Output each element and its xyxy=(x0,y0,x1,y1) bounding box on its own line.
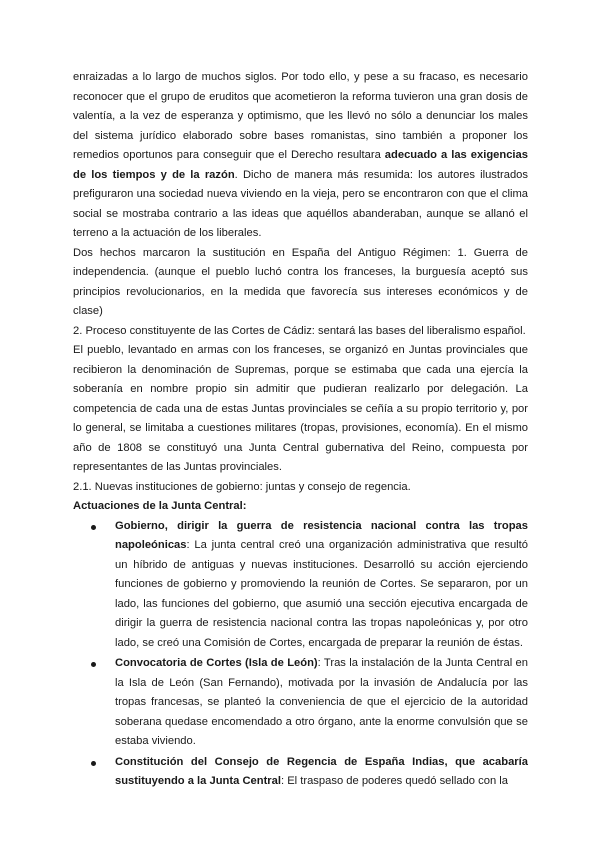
section-title-new-institutions: 2.1. Nuevas instituciones de gobierno: juntas y consejo de regencia. xyxy=(73,480,411,493)
bold-phrase: adecuado a las exigencias de los tiempos y de la razón xyxy=(73,149,528,181)
list-item-bold: Constitución del Consejo de Regencia de España Indias, que acabaría sustituyendo a la Junta Central xyxy=(115,755,528,787)
list-item-bold: Convocatoria de Cortes (Isla de León) xyxy=(115,657,318,669)
list-item-regency-council xyxy=(115,753,528,792)
list-item-bold: Gobierno, dirigir la guerra de resistencia nacional contra las tropas napoleónicas xyxy=(115,519,528,551)
paragraph-two-events: Dos hechos marcaron la sustitución en España del Antiguo Régimen: 1. Guerra de independencia. (aunque el pueblo luchó contra los franceses, la burguesía aceptó sus principios revolucionarios, en la medida que favorecía sus intereses económicos y de clase) xyxy=(73,246,528,317)
paragraph-text: . Dicho de manera más resumida: los autores ilustrados prefiguraron una sociedad nueva viviendo en la vieja, pero se encontraron con que el clima social se mostraba contrario a las ideas que aquéllos abanderaban, aunque se allanó el terreno a la actuación de los liberales. xyxy=(73,168,528,239)
paragraph-text: enraizadas a lo largo de muchos siglos. Por todo ello, y pese a su fracaso, es necesario reconocer que el grupo de eruditos que acometieron la reforma tuvieron una gran dosis de valentía, a la vez de esperanza y optimismo, que les llevó no sólo a denunciar los males del sistema jurídico elaborado sobre bases romanistas, sino también a proponer los remedios oportunos para conseguir que el Derecho resultara xyxy=(73,71,528,161)
list-item-government xyxy=(115,517,528,654)
bullet-icon xyxy=(91,662,96,667)
bullet-icon xyxy=(91,525,96,530)
bullet-icon xyxy=(91,761,96,766)
paragraph-provincial-juntas: El pueblo, levantado en armas con los franceses, se organizó en Juntas provinciales que recibieron la denominación de Supremas, porque se estimaba que cada una ejercía la soberanía en nombre propio sin admitir que pudieran realizarlo por delegación. La competencia de cada una de estas Juntas provinciales se ceñía a su propio territorio y, por lo general, se limitaba a cuestiones militares (tropas, provisiones, economía). En el mismo año de 1808 se constituyó una Junta Central gubernativa del Reino, compuesta por representantes de las Juntas provinciales. xyxy=(73,344,528,473)
paragraph-cadiz-process: 2. Proceso constituyente de las Cortes de Cádiz: sentará las bases del liberalismo español. xyxy=(73,324,526,337)
heading-junta-actions: Actuaciones de la Junta Central: xyxy=(73,500,247,512)
list-item-text: : Tras la instalación de la Junta Central en la Isla de León (San Fernando), motivada por la invasión de Andalucía por las tropas francesas, se planteó la conveniencia de que el ejercicio de la autoridad soberana quedase encomendado a otro órgano, ante la enorme convulsión que se estaba viviendo. xyxy=(115,657,528,747)
list-item-cortes-call xyxy=(115,654,528,752)
list-item-text: : El traspaso de poderes quedó sellado con la xyxy=(280,775,508,787)
actions-list xyxy=(73,517,528,792)
list-item-text: : La junta central creó una organización administrativa que resultó un híbrido de antiguas y nuevas instituciones. Desarrolló su acción ejerciendo funciones de gobierno y promoviendo la reunión de Cortes. Se separaron, por un lado, las funciones del gobierno, que asumió una sección ejecutiva encargada de dirigir la guerra de resistencia nacional contra las tropas napoleónicas y, por otro lado, se creó una Comisión de Cortes, encargada de preparar la reunión de éstas. xyxy=(115,539,528,649)
paragraph-reform-erudites xyxy=(73,68,528,244)
